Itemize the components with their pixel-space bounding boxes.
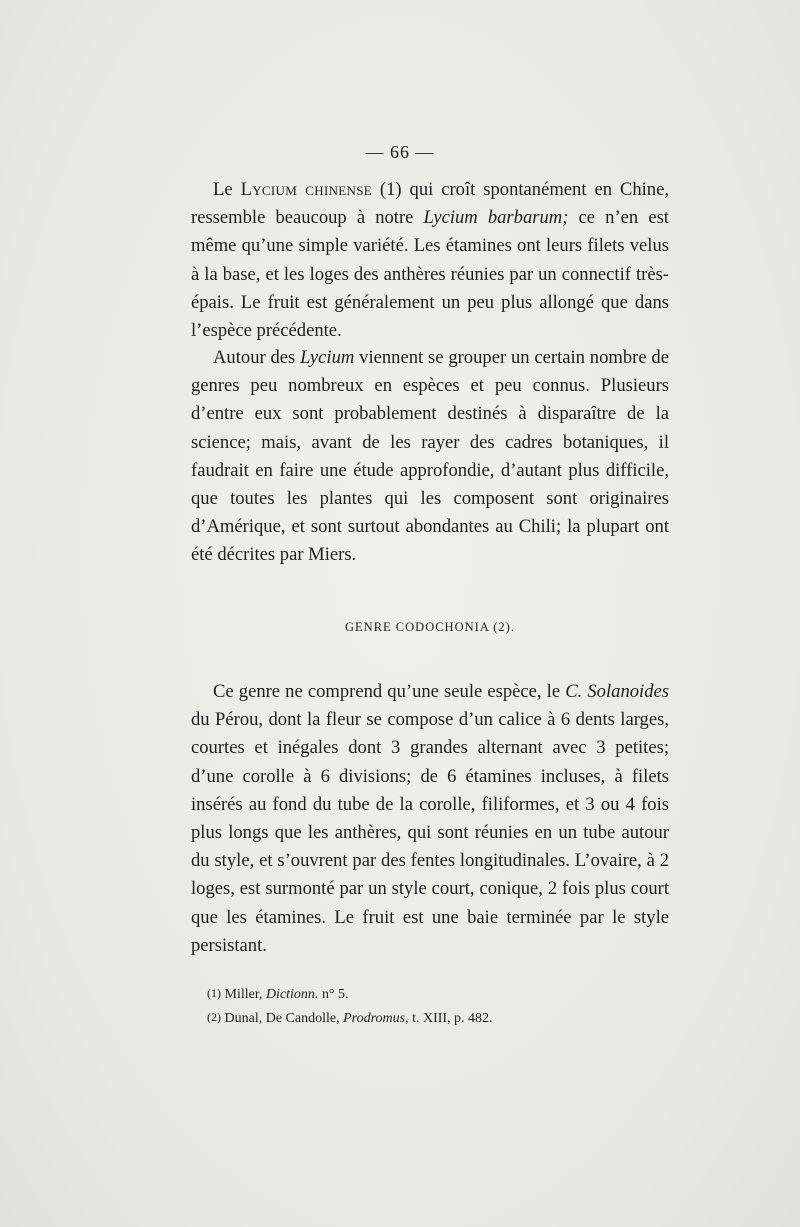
footnote-marker: (1): [207, 986, 221, 1000]
paragraph-text: [191, 678, 669, 960]
footnote: [207, 982, 667, 1006]
section-heading: GENRE CODOCHONIA (2).: [345, 620, 515, 634]
italic-term: Lycium: [300, 347, 355, 368]
paragraph-codochonia: [191, 678, 669, 960]
paragraph-text: [191, 344, 669, 570]
paragraph-text: [191, 176, 669, 345]
footnotes: [207, 982, 667, 1030]
paragraph-lycium-chinense: [191, 176, 669, 345]
italic-term: C. Solanoides: [565, 681, 669, 702]
footnote-title: Dictionn.: [265, 987, 319, 1002]
footnote-reference: t. XIII, p. 482.: [408, 1011, 493, 1026]
paragraph-lead: Autour des: [213, 347, 301, 368]
paragraph-text-segment: ce n’en est même qu’une simple variété. Les étamines ont leurs filets velus à la base, et les loges des anthères réunies par un connectif très-épais. Le fruit est généralement un peu plus allongé que dans l’espèce précédente.: [191, 207, 669, 342]
paragraph-lycium-genres: [191, 344, 669, 570]
footnote-reference: n° 5.: [318, 987, 349, 1002]
footnote-author: Dunal, De Candolle,: [224, 1011, 344, 1026]
species-name: Lycium chinense: [240, 179, 372, 200]
footnote: [207, 1006, 667, 1030]
footnote-title: Prodromus,: [343, 1011, 409, 1026]
footnote-marker: (2): [207, 1010, 221, 1024]
footnote-author: Miller,: [224, 987, 266, 1002]
paragraph-text-segment: (1) qui croît spontanément en Chine, ressemble beaucoup à notre: [191, 179, 670, 229]
italic-term: Lycium barbarum;: [423, 207, 569, 229]
paragraph-text-segment: viennent se grouper un certain nombre de genres peu nombreux en espèces et peu connus. Plusieurs d’entre eux sont probablement destinés à disparaître de la science; mais, avant de les rayer des cadres botaniques, il faudrait en faire une étude approfondie, d’autant plus difficile, que toutes les plantes qui les composent sont originaires d’Amérique, et sont surtout abondantes au Chili; la plupart ont été décrites par Miers.: [191, 347, 669, 566]
paragraph-text-segment: du Pérou, dont la fleur se compose d’un calice à 6 dents larges, courtes et inégales dont 3 grandes alternant avec 3 petites; d’une corolle à 6 divisions; de 6 étamines incluses, à filets insérés au fond du tube de la corolle, filiformes, et 3 ou 4 fois plus longs que les anthères, qui sont réunies en un tube autour du style, et s’ouvrent par des fentes longitudinales. L’ovaire, à 2 loges, est surmonté par un style court, conique, 2 fois plus court que les étamines. Le fruit est une baie terminée par le style persistant.: [191, 709, 669, 956]
paragraph-lead: Le: [213, 179, 241, 200]
paragraph-lead: Ce genre ne comprend qu’une seule espèce, le: [213, 681, 566, 702]
page-number: — 66 —: [365, 142, 435, 162]
